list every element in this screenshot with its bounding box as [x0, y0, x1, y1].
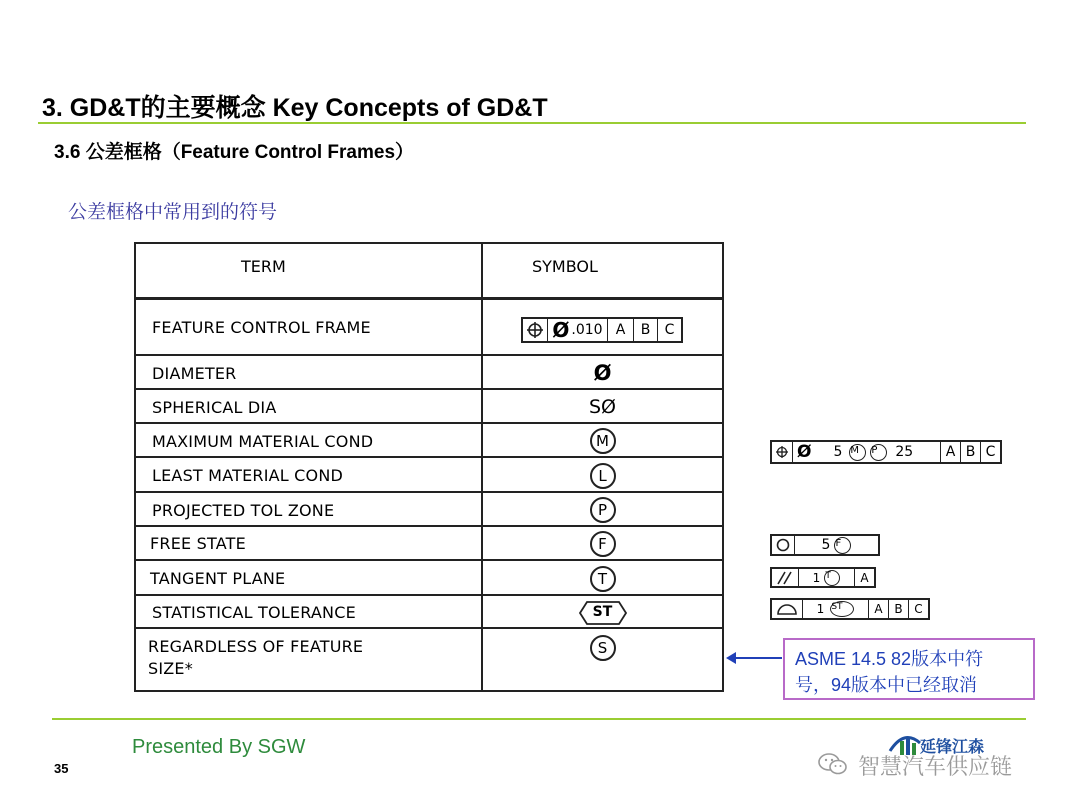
table-row	[136, 297, 722, 357]
position-icon	[772, 442, 792, 462]
datum-a: A	[940, 442, 960, 462]
term-label: REGARDLESS OF FEATURE	[148, 637, 364, 656]
note-line-2: 号，94版本中已经取消	[795, 675, 978, 695]
term-label: PROJECTED TOL ZONE	[152, 501, 335, 520]
symbol-cell	[483, 356, 722, 390]
statistical-tolerance-label: ST	[592, 603, 613, 620]
tolerance-value: .010	[571, 321, 603, 338]
statistical-modifier: ST	[830, 601, 854, 617]
company-logo-text: 延锋江森	[920, 739, 985, 756]
tolerance-cell	[798, 569, 854, 586]
example-frame-profile	[770, 598, 930, 620]
term-label: SPHERICAL DIA	[152, 398, 277, 417]
table-row	[136, 525, 722, 561]
table-header-row	[136, 244, 722, 297]
projected-height: 25	[895, 444, 914, 460]
footer-divider	[52, 718, 1026, 720]
tolerance-value: 5	[833, 444, 843, 460]
symbol-cell	[483, 629, 722, 690]
feature-control-frame-symbol	[521, 317, 683, 343]
datum-a: A	[868, 600, 888, 618]
free-state-modifier: F	[834, 537, 851, 554]
section-subtitle: 3.6 公差框格（Feature Control Frames）	[54, 142, 415, 163]
title-divider	[38, 122, 1026, 124]
parallelism-icon	[772, 569, 798, 586]
term-label-line2: SIZE*	[148, 659, 193, 678]
tolerance-value-cell	[547, 319, 607, 341]
term-label: FREE STATE	[150, 534, 246, 553]
tolerance-cell	[794, 536, 878, 554]
symbol-cell	[483, 493, 722, 527]
tolerance-value: 1	[816, 602, 825, 616]
symbol-cell	[483, 596, 722, 629]
page-title: 3. GD&T的主要概念 Key Concepts of GD&T	[42, 94, 548, 122]
tangent-plane-modifier: T	[824, 570, 840, 586]
datum-a: A	[854, 569, 874, 586]
note-line-1: ASME 14.5 82版本中符	[795, 649, 984, 669]
tangent-plane-symbol: T	[590, 566, 616, 592]
datum-a: A	[607, 319, 633, 341]
statistical-tolerance-symbol	[579, 601, 627, 625]
table-row	[136, 491, 722, 527]
table-row	[136, 456, 722, 493]
mmc-symbol: M	[590, 428, 616, 454]
datum-c: C	[908, 600, 928, 618]
page-number: 35	[54, 761, 69, 776]
term-column-header: TERM	[241, 257, 286, 276]
presenter-text: Presented By SGW	[132, 736, 306, 758]
rfs-symbol: S	[590, 635, 616, 661]
table-row	[136, 388, 722, 424]
note-arrow-line	[730, 657, 782, 659]
free-state-symbol: F	[590, 531, 616, 557]
term-label: DIAMETER	[152, 364, 237, 383]
symbol-cell	[483, 527, 722, 561]
diameter-symbol: Ø	[593, 361, 612, 385]
symbol-cell	[483, 424, 722, 458]
symbol-cell	[483, 561, 722, 596]
example-frame-parallelism	[770, 567, 876, 588]
symbol-column-header: SYMBOL	[532, 257, 598, 276]
term-label: STATISTICAL TOLERANCE	[152, 603, 356, 622]
term-label: LEAST MATERIAL COND	[152, 466, 344, 485]
table-row	[136, 422, 722, 458]
lmc-symbol: L	[590, 463, 616, 489]
symbol-cell	[483, 300, 722, 357]
term-label: MAXIMUM MATERIAL COND	[152, 432, 374, 451]
spherical-diameter-symbol: SØ	[588, 396, 616, 418]
table-row	[136, 354, 722, 390]
tolerance-cell	[792, 442, 940, 462]
circularity-icon	[772, 536, 794, 554]
table-row	[136, 627, 722, 690]
table-row	[136, 594, 722, 629]
term-label: FEATURE CONTROL FRAME	[152, 318, 371, 337]
datum-b: B	[960, 442, 980, 462]
tolerance-cell	[802, 600, 868, 618]
symbol-cell	[483, 458, 722, 493]
datum-c: C	[657, 319, 681, 341]
example-frame-position	[770, 440, 1002, 464]
diameter-symbol: Ø	[797, 442, 812, 462]
position-icon	[523, 319, 547, 341]
wechat-icon	[818, 752, 848, 776]
projected-modifier: P	[870, 444, 887, 461]
example-frame-circularity	[770, 534, 880, 556]
tolerance-value: 1	[812, 570, 821, 585]
datum-b: B	[888, 600, 908, 618]
mmc-modifier: M	[849, 444, 866, 461]
datum-b: B	[633, 319, 657, 341]
table-row	[136, 559, 722, 596]
profile-of-surface-icon	[772, 600, 802, 618]
caption: 公差框格中常用到的符号	[68, 201, 278, 223]
annotation-note	[783, 638, 1035, 700]
tolerance-value: 5	[821, 537, 831, 553]
arrow-left-icon	[726, 652, 736, 664]
diameter-symbol: Ø	[552, 317, 570, 342]
symbol-table	[134, 242, 724, 692]
datum-c: C	[980, 442, 1000, 462]
term-label: TANGENT PLANE	[150, 569, 286, 588]
symbol-cell	[483, 390, 722, 424]
projected-zone-symbol: P	[590, 497, 616, 523]
watermark-text: 智慧汽车供应链	[858, 754, 1013, 779]
